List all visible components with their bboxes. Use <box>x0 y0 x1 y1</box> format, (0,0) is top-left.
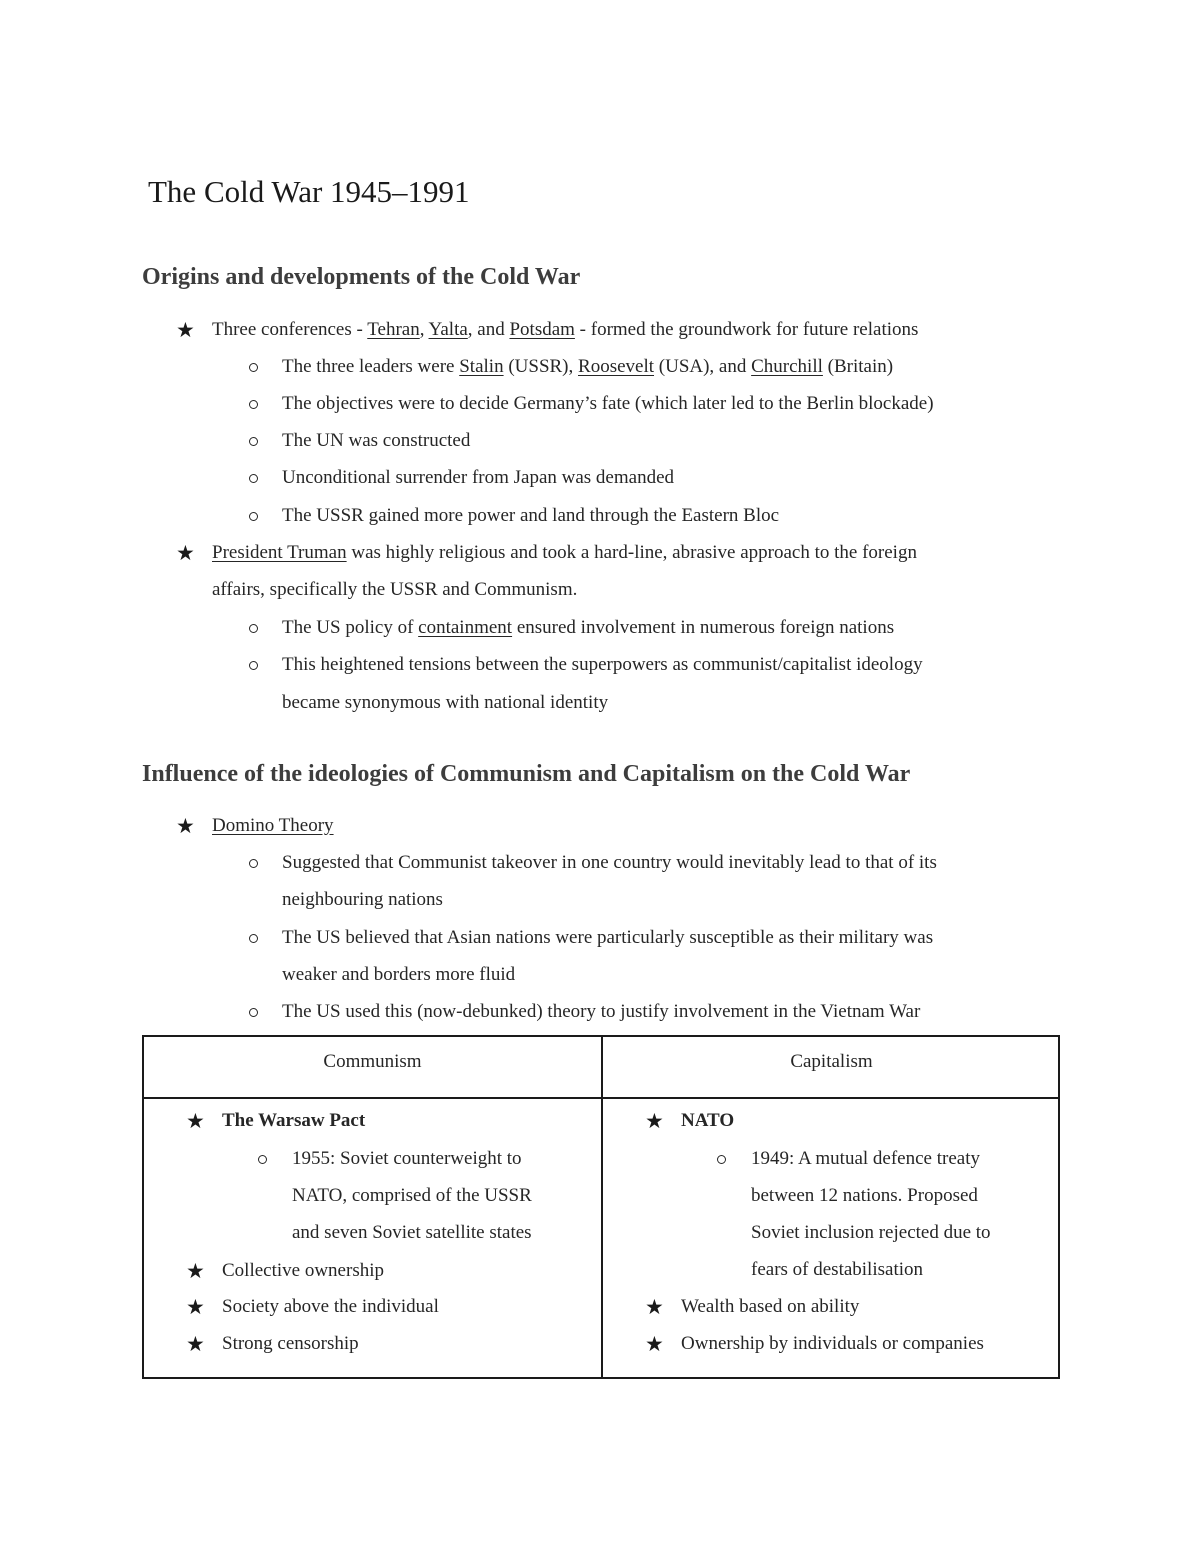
star-bullet-icon: ★ <box>645 1332 664 1356</box>
bullet-domino-theory: Domino Theory <box>212 815 334 836</box>
text: (Britain) <box>822 356 894 377</box>
communism-warsaw-line-3: and seven Soviet satellite states <box>292 1222 532 1243</box>
communism-strong-censorship: Strong censorship <box>222 1333 359 1354</box>
star-bullet-icon: ★ <box>186 1109 205 1133</box>
sub-bullet-leaders <box>282 356 893 378</box>
table-header-divider <box>144 1097 1058 1099</box>
document-title: The Cold War 1945–1991 <box>148 174 470 209</box>
text: The three leaders were <box>282 356 460 377</box>
term-stalin: Stalin <box>459 356 504 377</box>
sub-bullet-tensions-continued: became synonymous with national identity <box>282 692 609 713</box>
text: was highly religious and took a hard-line, abrasive approach to the foreign <box>346 542 917 563</box>
term-potsdam: Potsdam <box>509 319 575 340</box>
capitalism-nato-line-3: Soviet inclusion rejected due to <box>751 1222 991 1243</box>
section-heading-ideologies: Influence of the ideologies of Communism and Capitalism on the Cold War <box>142 761 911 787</box>
term-president-truman: President Truman <box>212 542 347 563</box>
term-roosevelt: Roosevelt <box>578 356 655 377</box>
circle-bullet-icon <box>249 859 258 868</box>
star-bullet-icon: ★ <box>176 541 195 565</box>
circle-bullet-icon <box>249 437 258 446</box>
star-bullet-icon: ★ <box>645 1109 664 1133</box>
bullet-truman <box>212 542 917 564</box>
communism-collective-ownership: Collective ownership <box>222 1260 384 1281</box>
text: ensured involvement in numerous foreign nations <box>512 617 895 638</box>
sub-bullet-vietnam: The US used this (now-debunked) theory to justify involvement in the Vietnam War <box>282 1001 921 1022</box>
capitalism-nato-line-2: between 12 nations. Proposed <box>751 1185 978 1206</box>
star-bullet-icon: ★ <box>176 814 195 838</box>
circle-bullet-icon <box>249 512 258 521</box>
bullet-conferences <box>212 319 918 341</box>
sub-bullet-japan: Unconditional surrender from Japan was demanded <box>282 467 675 488</box>
circle-bullet-icon <box>717 1155 726 1164</box>
term-yalta: Yalta <box>428 319 468 340</box>
term-containment: containment <box>418 617 513 638</box>
star-bullet-icon: ★ <box>186 1259 205 1283</box>
communism-society-above-individual: Society above the individual <box>222 1296 439 1317</box>
ideology-comparison-table <box>142 1035 1060 1379</box>
sub-bullet-asian-nations: The US believed that Asian nations were particularly susceptible as their military was <box>282 927 934 948</box>
circle-bullet-icon <box>249 934 258 943</box>
circle-bullet-icon <box>249 661 258 670</box>
sub-bullet-domino-suggested-continued: neighbouring nations <box>282 889 443 910</box>
circle-bullet-icon <box>249 1008 258 1017</box>
capitalism-wealth-based-on-ability: Wealth based on ability <box>681 1296 860 1317</box>
text: (USA), and <box>654 356 752 377</box>
sub-bullet-containment <box>282 617 894 639</box>
sub-bullet-domino-suggested: Suggested that Communist takeover in one country would inevitably lead to that of its <box>282 852 937 873</box>
star-bullet-icon: ★ <box>645 1295 664 1319</box>
table-header-capitalism: Capitalism <box>790 1051 873 1072</box>
text: , <box>419 319 429 340</box>
star-bullet-icon: ★ <box>186 1295 205 1319</box>
circle-bullet-icon <box>258 1155 267 1164</box>
text: (USSR), <box>503 356 579 377</box>
table-column-divider <box>601 1037 603 1377</box>
circle-bullet-icon <box>249 400 258 409</box>
text: - formed the groundwork for future relations <box>574 319 919 340</box>
capitalism-nato-line-4: fears of destabilisation <box>751 1259 924 1280</box>
sub-bullet-eastern-bloc: The USSR gained more power and land through the Eastern Bloc <box>282 505 780 526</box>
communism-warsaw-line-2: NATO, comprised of the USSR <box>292 1185 532 1206</box>
table-header-communism: Communism <box>323 1051 422 1072</box>
star-bullet-icon: ★ <box>186 1332 205 1356</box>
capitalism-ownership: Ownership by individuals or companies <box>681 1333 984 1354</box>
section-heading-origins: Origins and developments of the Cold War <box>142 264 581 290</box>
text: , and <box>467 319 510 340</box>
communism-warsaw-pact: The Warsaw Pact <box>222 1110 366 1131</box>
term-churchill: Churchill <box>751 356 823 377</box>
sub-bullet-tensions: This heightened tensions between the superpowers as communist/capitalist ideology <box>282 654 923 675</box>
sub-bullet-asian-nations-continued: weaker and borders more fluid <box>282 964 516 985</box>
capitalism-nato: NATO <box>681 1110 735 1131</box>
communism-warsaw-line-1: 1955: Soviet counterweight to <box>292 1148 522 1169</box>
text: Three conferences - <box>212 319 368 340</box>
term-tehran: Tehran <box>367 319 420 340</box>
circle-bullet-icon <box>249 474 258 483</box>
capitalism-nato-line-1: 1949: A mutual defence treaty <box>751 1148 980 1169</box>
circle-bullet-icon <box>249 363 258 372</box>
sub-bullet-un: The UN was constructed <box>282 430 471 451</box>
text: The US policy of <box>282 617 419 638</box>
sub-bullet-objectives: The objectives were to decide Germany’s fate (which later led to the Berlin blockade) <box>282 393 934 414</box>
bullet-truman-continued: affairs, specifically the USSR and Communism. <box>212 579 578 600</box>
circle-bullet-icon <box>249 624 258 633</box>
star-bullet-icon: ★ <box>176 318 195 342</box>
